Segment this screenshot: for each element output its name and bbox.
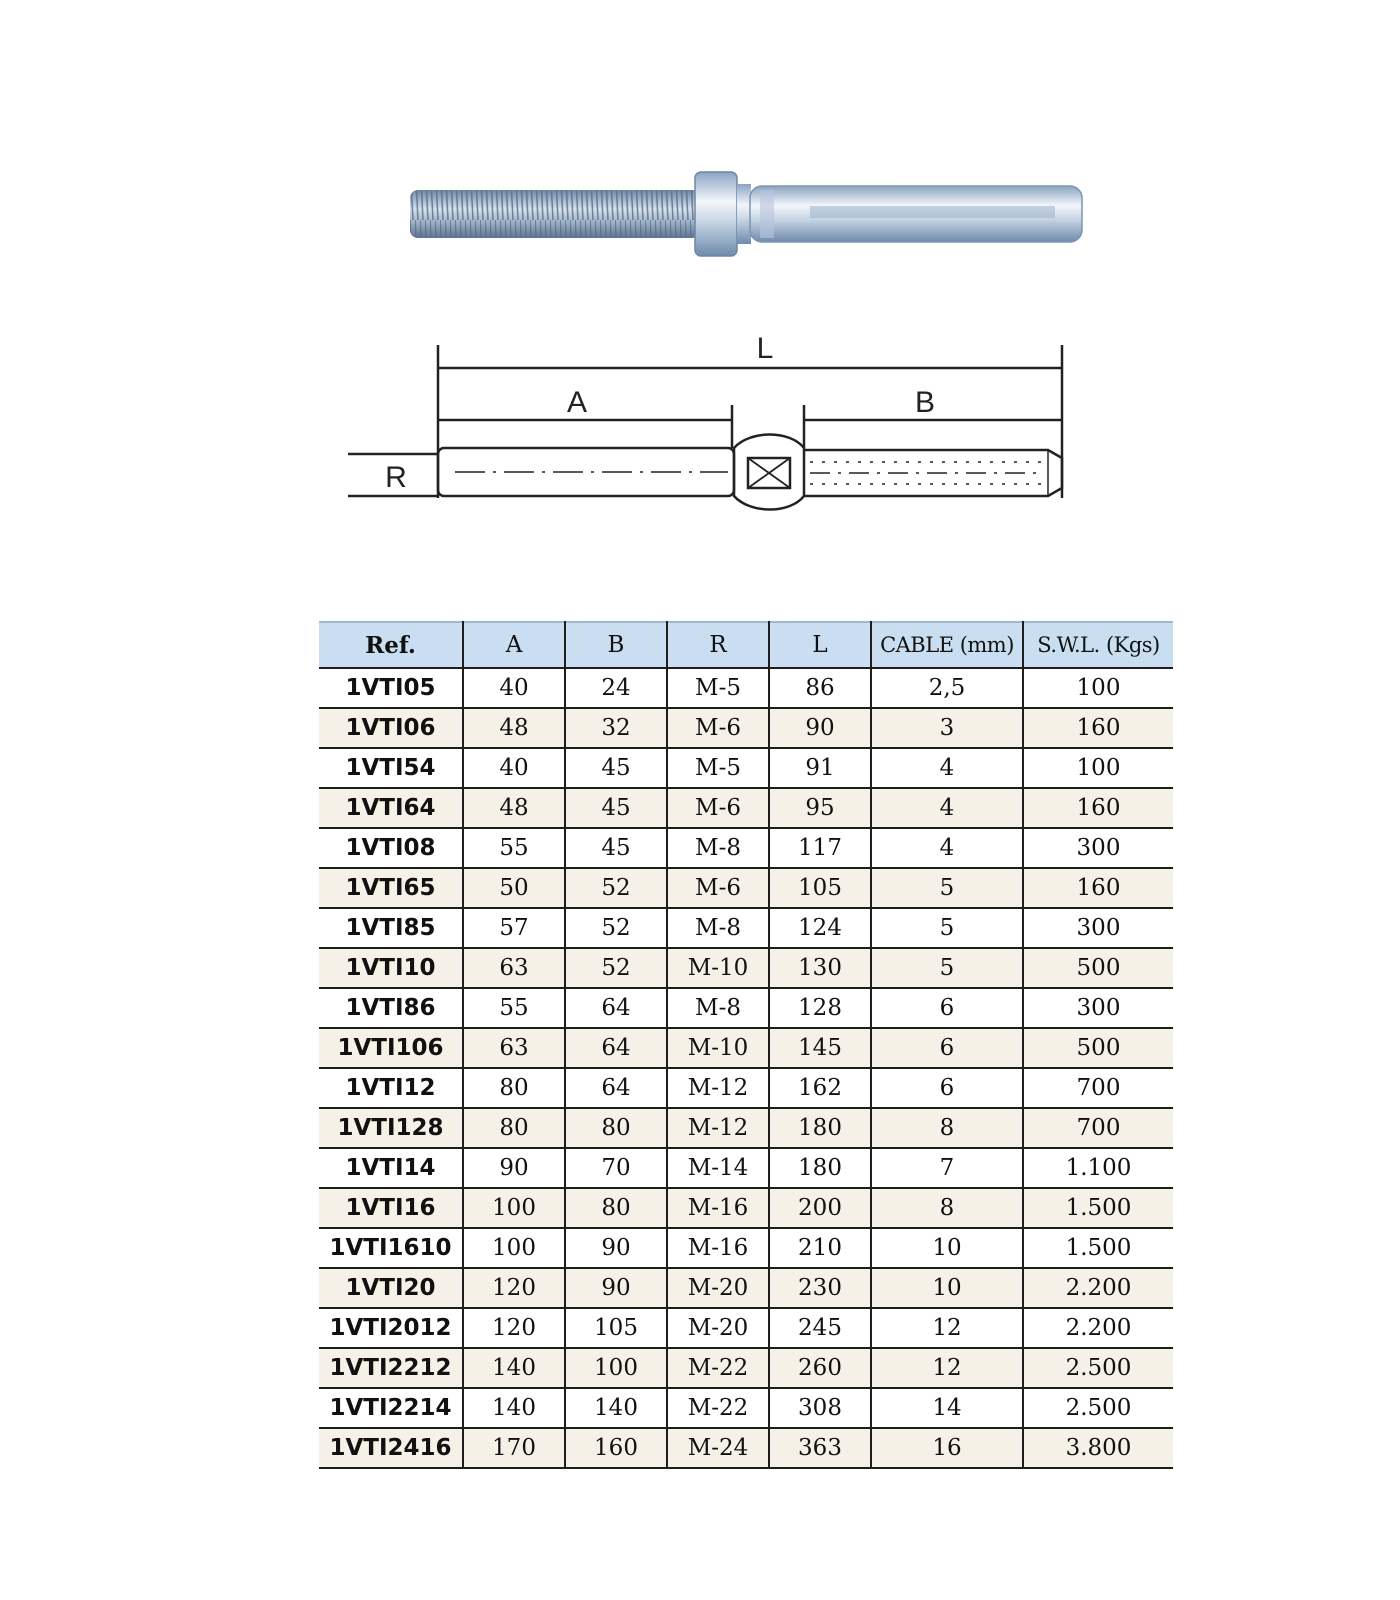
cell-swl: 2.500 (1023, 1388, 1173, 1428)
cell-l: 90 (769, 708, 871, 748)
cell-swl: 300 (1023, 828, 1173, 868)
cell-ref: 1VTI16 (319, 1188, 463, 1228)
cell-cable: 8 (871, 1188, 1023, 1228)
cell-cable: 10 (871, 1228, 1023, 1268)
cell-swl: 700 (1023, 1108, 1173, 1148)
cell-r: M-8 (667, 988, 769, 1028)
cell-a: 55 (463, 988, 565, 1028)
cell-r: M-16 (667, 1188, 769, 1228)
cell-b: 52 (565, 868, 667, 908)
cell-ref: 1VTI128 (319, 1108, 463, 1148)
cell-b: 140 (565, 1388, 667, 1428)
cell-a: 80 (463, 1108, 565, 1148)
cell-l: 162 (769, 1068, 871, 1108)
cell-b: 80 (565, 1188, 667, 1228)
cell-ref: 1VTI06 (319, 708, 463, 748)
cell-swl: 300 (1023, 908, 1173, 948)
cell-cable: 8 (871, 1108, 1023, 1148)
cell-swl: 160 (1023, 868, 1173, 908)
cell-r: M-14 (667, 1148, 769, 1188)
cell-ref: 1VTI54 (319, 748, 463, 788)
cell-cable: 14 (871, 1388, 1023, 1428)
cell-swl: 1.500 (1023, 1188, 1173, 1228)
header-a: A (463, 622, 565, 668)
cell-ref: 1VTI05 (319, 668, 463, 708)
label-R: R (385, 461, 407, 494)
cell-a: 140 (463, 1388, 565, 1428)
label-A: A (566, 386, 588, 419)
cell-swl: 700 (1023, 1068, 1173, 1108)
cell-ref: 1VTI08 (319, 828, 463, 868)
header-b: B (565, 622, 667, 668)
cell-b: 90 (565, 1268, 667, 1308)
dimension-drawing (330, 330, 1130, 540)
cell-a: 55 (463, 828, 565, 868)
table-row (319, 708, 1173, 748)
cell-ref: 1VTI86 (319, 988, 463, 1028)
table-row (319, 988, 1173, 1028)
table-header-row (319, 622, 1173, 668)
cell-cable: 12 (871, 1348, 1023, 1388)
cell-cable: 4 (871, 828, 1023, 868)
cell-l: 210 (769, 1228, 871, 1268)
table-row (319, 828, 1173, 868)
table-row (319, 1148, 1173, 1188)
table-row (319, 1188, 1173, 1228)
cell-b: 64 (565, 988, 667, 1028)
cell-swl: 160 (1023, 788, 1173, 828)
cell-a: 50 (463, 868, 565, 908)
cell-cable: 12 (871, 1308, 1023, 1348)
cell-swl: 3.800 (1023, 1428, 1173, 1468)
cell-cable: 2,5 (871, 668, 1023, 708)
cell-a: 170 (463, 1428, 565, 1468)
cell-cable: 6 (871, 1068, 1023, 1108)
cell-r: M-24 (667, 1428, 769, 1468)
cell-ref: 1VTI12 (319, 1068, 463, 1108)
cell-l: 260 (769, 1348, 871, 1388)
header-cable: CABLE (mm) (871, 622, 1023, 668)
cell-r: M-10 (667, 948, 769, 988)
cell-r: M-6 (667, 788, 769, 828)
table-row (319, 668, 1173, 708)
cell-swl: 1.100 (1023, 1148, 1173, 1188)
table-row (319, 1028, 1173, 1068)
cell-swl: 100 (1023, 668, 1173, 708)
cell-swl: 160 (1023, 708, 1173, 748)
table-row (319, 908, 1173, 948)
cell-b: 80 (565, 1108, 667, 1148)
table-row (319, 1308, 1173, 1348)
cell-r: M-22 (667, 1348, 769, 1388)
cell-b: 90 (565, 1228, 667, 1268)
header-r: R (667, 622, 769, 668)
cell-swl: 300 (1023, 988, 1173, 1028)
cell-b: 32 (565, 708, 667, 748)
cell-cable: 5 (871, 868, 1023, 908)
cell-swl: 100 (1023, 748, 1173, 788)
cell-a: 40 (463, 668, 565, 708)
cell-ref: 1VTI14 (319, 1148, 463, 1188)
cell-swl: 2.500 (1023, 1348, 1173, 1388)
table-row (319, 1268, 1173, 1308)
cell-b: 24 (565, 668, 667, 708)
cell-a: 140 (463, 1348, 565, 1388)
cell-a: 80 (463, 1068, 565, 1108)
cell-cable: 16 (871, 1428, 1023, 1468)
cell-cable: 5 (871, 908, 1023, 948)
cell-ref: 1VTI85 (319, 908, 463, 948)
header-ref: Ref. (319, 622, 463, 668)
cell-ref: 1VTI106 (319, 1028, 463, 1068)
cell-a: 120 (463, 1268, 565, 1308)
cell-l: 130 (769, 948, 871, 988)
table-row (319, 868, 1173, 908)
cell-ref: 1VTI2212 (319, 1348, 463, 1388)
table-row (319, 1388, 1173, 1428)
header-l: L (769, 622, 871, 668)
cell-l: 180 (769, 1148, 871, 1188)
cell-l: 117 (769, 828, 871, 868)
table-row (319, 1068, 1173, 1108)
cell-swl: 2.200 (1023, 1308, 1173, 1348)
cell-l: 180 (769, 1108, 871, 1148)
cell-l: 128 (769, 988, 871, 1028)
header-swl: S.W.L. (Kgs) (1023, 622, 1173, 668)
cell-cable: 3 (871, 708, 1023, 748)
cell-b: 160 (565, 1428, 667, 1468)
cell-swl: 500 (1023, 1028, 1173, 1068)
cell-a: 120 (463, 1308, 565, 1348)
cell-r: M-8 (667, 908, 769, 948)
cell-cable: 7 (871, 1148, 1023, 1188)
label-L: L (756, 332, 774, 365)
cell-a: 90 (463, 1148, 565, 1188)
cell-b: 64 (565, 1028, 667, 1068)
cell-b: 52 (565, 908, 667, 948)
cell-l: 200 (769, 1188, 871, 1228)
cell-b: 45 (565, 788, 667, 828)
cell-swl: 1.500 (1023, 1228, 1173, 1268)
cell-a: 40 (463, 748, 565, 788)
table-row (319, 748, 1173, 788)
cell-l: 95 (769, 788, 871, 828)
cell-l: 124 (769, 908, 871, 948)
hex-nut (695, 172, 737, 256)
cell-a: 48 (463, 788, 565, 828)
cell-l: 91 (769, 748, 871, 788)
cell-cable: 6 (871, 988, 1023, 1028)
cell-l: 363 (769, 1428, 871, 1468)
cell-r: M-20 (667, 1308, 769, 1348)
cell-l: 308 (769, 1388, 871, 1428)
cell-b: 45 (565, 748, 667, 788)
cell-r: M-6 (667, 868, 769, 908)
cell-swl: 500 (1023, 948, 1173, 988)
cell-swl: 2.200 (1023, 1268, 1173, 1308)
cell-r: M-8 (667, 828, 769, 868)
cell-ref: 1VTI20 (319, 1268, 463, 1308)
cell-b: 64 (565, 1068, 667, 1108)
cell-r: M-6 (667, 708, 769, 748)
cell-cable: 4 (871, 788, 1023, 828)
cell-ref: 1VTI64 (319, 788, 463, 828)
cell-l: 230 (769, 1268, 871, 1308)
cell-ref: 1VTI2416 (319, 1428, 463, 1468)
cell-ref: 1VTI2214 (319, 1388, 463, 1428)
table-row (319, 1428, 1173, 1468)
cell-r: M-5 (667, 748, 769, 788)
cell-r: M-5 (667, 668, 769, 708)
table-row (319, 788, 1173, 828)
spec-table (319, 621, 1173, 1469)
cell-r: M-22 (667, 1388, 769, 1428)
cell-b: 45 (565, 828, 667, 868)
cell-ref: 1VTI10 (319, 948, 463, 988)
table-row (319, 1108, 1173, 1148)
cell-l: 105 (769, 868, 871, 908)
cell-l: 145 (769, 1028, 871, 1068)
cell-r: M-12 (667, 1068, 769, 1108)
cell-b: 52 (565, 948, 667, 988)
label-B: B (914, 386, 936, 419)
cell-ref: 1VTI2012 (319, 1308, 463, 1348)
cell-a: 63 (463, 948, 565, 988)
cell-ref: 1VTI1610 (319, 1228, 463, 1268)
cell-cable: 5 (871, 948, 1023, 988)
cell-r: M-20 (667, 1268, 769, 1308)
cell-r: M-12 (667, 1108, 769, 1148)
cell-cable: 10 (871, 1268, 1023, 1308)
cell-a: 57 (463, 908, 565, 948)
cell-b: 100 (565, 1348, 667, 1388)
cell-a: 63 (463, 1028, 565, 1068)
cell-b: 70 (565, 1148, 667, 1188)
cell-ref: 1VTI65 (319, 868, 463, 908)
cell-r: M-10 (667, 1028, 769, 1068)
cell-cable: 6 (871, 1028, 1023, 1068)
cell-a: 100 (463, 1188, 565, 1228)
cell-b: 105 (565, 1308, 667, 1348)
table-row (319, 948, 1173, 988)
table-row (319, 1228, 1173, 1268)
product-photo (400, 160, 1120, 280)
table-row (319, 1348, 1173, 1388)
cell-a: 100 (463, 1228, 565, 1268)
cell-r: M-16 (667, 1228, 769, 1268)
cell-a: 48 (463, 708, 565, 748)
cell-l: 245 (769, 1308, 871, 1348)
cell-l: 86 (769, 668, 871, 708)
cell-cable: 4 (871, 748, 1023, 788)
